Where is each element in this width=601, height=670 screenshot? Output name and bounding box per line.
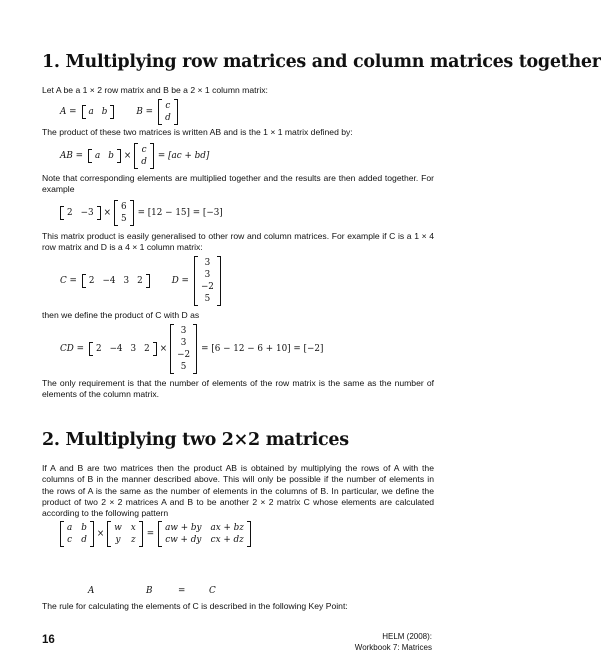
matrix-entry: b bbox=[108, 151, 114, 161]
times-sign: × bbox=[96, 529, 105, 539]
matrix-entry: c bbox=[67, 535, 73, 545]
row-matrix-c bbox=[82, 274, 150, 288]
column-matrix-d bbox=[194, 256, 221, 306]
matrix-entry: x bbox=[130, 523, 136, 533]
matrix-entry: 3 bbox=[123, 276, 130, 286]
row-matrix bbox=[88, 149, 121, 163]
equation-c-d-definition bbox=[60, 256, 221, 306]
matrix-entry: 3 bbox=[204, 258, 211, 268]
matrix-entry: c bbox=[165, 101, 171, 111]
label-d: D = bbox=[171, 276, 189, 286]
label-matrix-a: A bbox=[88, 586, 95, 596]
matrix-entry: d bbox=[141, 157, 147, 167]
column-matrix-b bbox=[158, 99, 178, 125]
matrix-entry: cx + dz bbox=[210, 535, 244, 545]
matrix-entry: 5 bbox=[204, 294, 211, 304]
matrix-entry: d bbox=[81, 535, 87, 545]
matrix-entry: −4 bbox=[102, 276, 116, 286]
row-matrix-a bbox=[82, 105, 115, 119]
matrix-entry: 3 bbox=[130, 344, 137, 354]
product-result: = [6 − 12 − 6 + 10] = [−2] bbox=[201, 344, 324, 354]
matrix-entry: aw + by bbox=[165, 523, 202, 533]
footer-source bbox=[355, 632, 432, 653]
matrix-entry: 3 bbox=[180, 326, 187, 336]
matrix-entry: w bbox=[114, 523, 122, 533]
note-paragraph: Note that corresponding elements are multiplied together and the results are then added together. For example bbox=[42, 173, 434, 195]
row-matrix bbox=[89, 342, 157, 356]
matrix-entry: z bbox=[130, 535, 136, 545]
matrix-entry: 2 bbox=[88, 276, 95, 286]
matrix-entry: b bbox=[101, 107, 108, 117]
matrix-entry: 5 bbox=[180, 362, 187, 372]
label-matrix-c: C bbox=[209, 586, 216, 596]
matrix-entry: 2 bbox=[95, 344, 102, 354]
matrix-entry: c bbox=[141, 145, 147, 155]
column-matrix bbox=[114, 200, 134, 226]
label-matrix-b: B bbox=[146, 586, 153, 596]
equation-ab-product bbox=[60, 143, 209, 169]
label-cd: CD = bbox=[60, 344, 84, 354]
product-result: = [ac + bd] bbox=[157, 151, 210, 161]
generalised-paragraph: This matrix product is easily generalised to other row and column matrices. For example if C is a 1 × 4 row matrix and D is a 4 × 1 column matrix: bbox=[42, 231, 434, 253]
matrix-entry: a bbox=[88, 107, 94, 117]
footer-workbook: Workbook 7: Matrices bbox=[354, 642, 432, 652]
column-matrix bbox=[134, 143, 154, 169]
rule-paragraph: The rule for calculating the elements of C is described in the following Key Point: bbox=[42, 601, 348, 611]
product-result: = [12 − 15] = [−3] bbox=[137, 208, 223, 218]
matrix-entry: 2 bbox=[67, 208, 73, 218]
equation-numeric-example bbox=[60, 200, 223, 226]
label-b: B = bbox=[136, 107, 154, 117]
matrix-entry: 2 bbox=[144, 344, 150, 354]
equation-cd-product bbox=[60, 324, 323, 374]
section-1-heading: 1. Multiplying row matrices and column matrices together bbox=[42, 52, 601, 72]
matrix-entry: b bbox=[81, 523, 87, 533]
times-sign: × bbox=[123, 151, 132, 161]
matrix-entry: −2 bbox=[177, 350, 191, 360]
page-number: 16 bbox=[42, 634, 55, 646]
matrix-entry: 3 bbox=[180, 338, 187, 348]
matrix-b bbox=[107, 521, 143, 547]
matrix-entry: cw + dy bbox=[165, 535, 202, 545]
matrix-entry: 3 bbox=[204, 270, 211, 280]
column-matrix bbox=[170, 324, 197, 374]
label-c: C = bbox=[60, 276, 77, 286]
matrix-entry: −3 bbox=[80, 208, 94, 218]
footer-helm: HELM (2008): bbox=[382, 632, 432, 641]
times-sign: × bbox=[159, 344, 168, 354]
section-2-paragraph: If A and B are two matrices then the product AB is obtained by multiplying the rows of A with the columns of B in the manner described above. This will only be possible if the number of elements in the rows of A is the same as the number of elements in the columns of B. In particular, we define the product of two 2 × 2 matrices A and B to be another 2 × 2 matrix C whose elements are calculated according to the following pattern bbox=[42, 463, 434, 519]
requirement-paragraph: The only requirement is that the number of elements of the row matrix is the same as the number of elements of the column matrix. bbox=[42, 378, 434, 400]
matrix-entry: 5 bbox=[120, 214, 127, 224]
then-paragraph: then we define the product of C with D as bbox=[42, 310, 200, 320]
matrix-entry: −4 bbox=[109, 344, 123, 354]
matrix-a bbox=[60, 521, 94, 547]
matrix-entry: 2 bbox=[137, 276, 143, 286]
row-matrix bbox=[60, 206, 101, 220]
label-a: A = bbox=[60, 107, 77, 117]
matrix-entry: 6 bbox=[120, 202, 127, 212]
matrix-entry: y bbox=[115, 535, 121, 545]
equation-2x2-product bbox=[60, 521, 251, 547]
matrix-entry: a bbox=[67, 523, 73, 533]
matrix-entry: a bbox=[95, 151, 101, 161]
equals-sign: = bbox=[146, 529, 155, 539]
section-2-heading: 2. Multiplying two 2×2 matrices bbox=[42, 430, 349, 450]
label-ab: AB = bbox=[60, 151, 83, 161]
matrix-entry: −2 bbox=[200, 282, 214, 292]
times-sign: × bbox=[103, 208, 111, 218]
matrix-c bbox=[158, 521, 251, 547]
equation-row-col-definition bbox=[60, 99, 178, 125]
matrix-entry: ax + bz bbox=[210, 523, 244, 533]
matrix-entry: d bbox=[165, 113, 171, 123]
intro-paragraph: Let A be a 1 × 2 row matrix and B be a 2 × 1 column matrix: bbox=[42, 85, 268, 95]
product-definition-paragraph: The product of these two matrices is written AB and is the 1 × 1 matrix defined by: bbox=[42, 127, 353, 137]
label-equals: = bbox=[178, 586, 186, 596]
